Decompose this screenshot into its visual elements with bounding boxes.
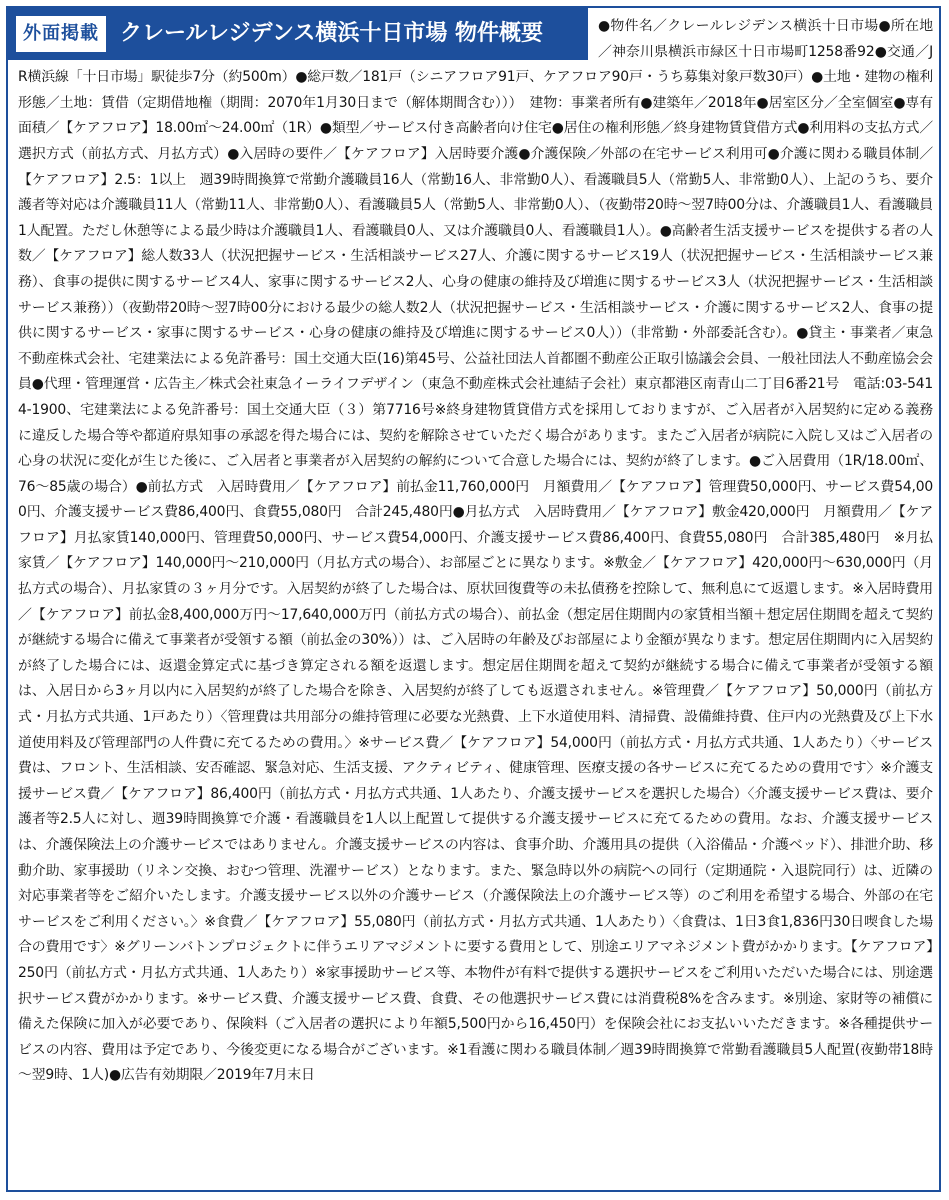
title-banner — [8, 8, 588, 60]
property-summary-panel — [6, 6, 941, 1192]
listing-badge: 外面掲載 — [16, 16, 106, 52]
page-title: クレールレジデンス横浜十日市場 物件概要 — [120, 21, 544, 46]
property-details-text: ●物件名／クレールレジデンス横浜十日市場●所在地／神奈川県横浜市緑区十日市場町1258番92●交通／JR横浜線「十日市場」駅徒歩7分（約500m）●総戸数／181戸（シニアフロア91戸、ケアフロア90戸・うち募集対象戸数30戸）●土地・建物の権利形態／土地：賃借（定期借地権（期間：2070年1月30日まで（解体期間含む））） 建物：事業者所有●建築年／2018年●居室区分／全室個室●専有面積／【ケアフロア】18.00㎡～24.00㎡（1R）●類型／サービス付き高齢者向け住宅●居住の権利形態／終身建物賃貸借方式●利用料の支払方式／選択方式（前払方式、月払方式）●入居時の要件／【ケアフロア】入居時要介護●介護保険／外部の在宅サービス利用可●介護に関わる職員体制／【ケアフロア】2.5：1以上 週39時間換算で常勤介護職員16人（常勤16人、非常勤0人）、看護職員5人（常勤5人、非常勤0人）、上記のうち、要介護者等対応は介護職員11人（常勤11人、非常勤0人）、看護職員5人（常勤5人、非常勤0人）、（夜勤帯20時～翌7時00分は、介護職員1人、看護職員1人配置。ただし休憩等による最少時は介護職員1人、看護職員0人、又は介護職員0人、看護職員1人）。●高齢者生活支援サービスを提供する者の人数／【ケアフロア】総人数33人（状況把握サービス・生活相談サービス27人、介護に関するサービス19人（状況把握サービス・生活相談サービス兼務）、食事の提供に関するサービス4人、家事に関するサービス2人、心身の健康の維持及び増進に関するサービス3人（状況把握サービス・生活相談サービス兼務））（夜勤帯20時～翌7時00分における最少の総人数2人（状況把握サービス・生活相談サービス・介護に関するサービス2人、食事の提供に関するサービス・家事に関するサービス・心身の健康の維持及び増進に関するサービス0人））（非常勤・外部委託含む）。●貸主・事業者／東急不動産株式会社、宅建業法による免許番号：国土交通大臣(16)第45号、公益社団法人首都圏不動産公正取引協議会会員、一般社団法人不動産協会会員●代理・管理運営・広告主／株式会社東急イーライフデザイン（東急不動産株式会社連結子会社）東京都港区南青山二丁目6番21号 電話:03-5414-1900、宅建業法による免許番号：国土交通大臣（３）第7716号※終身建物賃貸借方式を採用しておりますが、ご入居者が入居契約に定める義務に違反した場合等や都道府県知事の承認を得た場合には、契約を解除させていただく場合があります。またご入居者が病院に入院し又はご入居者の心身の状況に変化が生じた後に、ご入居者と事業者が入居契約の解約について合意した場合には、契約が終了します。●ご入居費用（1R/18.00㎡、76～85歳の場合）●前払方式 入居時費用／【ケアフロア】前払金11,760,000円 月額費用／【ケアフロア】管理費50,000円、サービス費54,000円、介護支援サービス費86,400円、食費55,080円 合計245,480円●月払方式 入居時費用／【ケアフロア】敷金420,000円 月額費用／【ケアフロア】月払家賃140,000円、管理費50,000円、サービス費54,000円、介護支援サービス費86,400円、食費55,080円 合計385,480円 ※月払家賃／【ケアフロア】140,000円～210,000円（月払方式の場合）、お部屋ごとに異なります。※敷金／【ケアフロア】420,000円～630,000円（月払方式の場合）、月払家賃の３ヶ月分です。入居契約が終了した場合は、原状回復費等の未払債務を控除して、無利息にて返還します。※入居時費用／【ケアフロア】前払金8,400,000万円～17,640,000万円（前払方式の場合）、前払金（想定居住期間内の家賃相当額＋想定居住期間を超えて契約が継続する場合に備えて事業者が受領する額（前払金の30%））は、ご入居時の年齢及びお部屋により金額が異なります。想定居住期間内に入居契約が終了した場合には、返還金算定式に基づき算定される額を返還します。想定居住期間を超えて契約が継続する場合に備えて事業者が受領する額は、入居日から3ヶ月以内に入居契約が終了した場合を除き、入居契約が終了しても返還されません。※管理費／【ケアフロア】50,000円（前払方式・月払方式共通、1戸あたり）〈管理費は共用部分の維持管理に必要な光熱費、上下水道使用料、清掃費、設備維持費、住戸内の光熱費及び上下水道使用料及び管理部門の人件費に充てるための費用。〉※サービス費／【ケアフロア】54,000円（前払方式・月払方式共通、1人あたり）〈サービス費は、フロント、生活相談、安否確認、緊急対応、生活支援、アクティビティ、健康管理、医療支援の各サービスに充てるための費用です〉※介護支援サービス費／【ケアフロア】86,400円（前払方式・月払方式共通、1人あたり、介護支援サービスを選択した場合）〈介護支援サービス費は、要介護者等2.5人に対し、週39時間換算で介護・看護職員を1人以上配置して提供する介護支援サービスに充てるための費用。なお、介護支援サービスは、介護保険法上の介護サービスではありません。介護支援サービスの内容は、食事介助、介護用具の提供（入浴備品・介護ベッド）、排泄介助、移動介助、家事援助（リネン交換、おむつ管理、洗濯サービス）となります。また、緊急時以外の病院への同行（定期通院・入退院同行）は、近隣の対応事業者等をご紹介いたします。介護支援サービス以外の介護サービス（介護保険法上の介護サービス等）のご利用を希望する場合、外部の在宅サービスをご利用ください。〉※食費／【ケアフロア】55,080円（前払方式・月払方式共通、1人あたり）〈食費は、1日3食1,836円30日喫食した場合の費用です〉※グリーンバトンプロジェクトに伴うエリアマジメントに要する費用として、別途エリアマネジメント費がかかります。【ケアフロア】250円（前払方式・月払方式共通、1人あたり）※家事援助サービス等、本物件が有料で提供する選択サービスをご利用いただいた場合には、別途選択サービス費がかかります。※サービス費、介護支援サービス費、食費、その他選択サービス費には消費税8%を含みます。※別途、家財等の補償に備えた保険に加入が必要であり、保険料（ご入居者の選択により年額5,500円から16,450円）を保険会社にお支払いいただきます。※各種提供サービスの内容、費用は予定であり、今後変更になる場合がございます。※1看護に関わる職員体制／週39時間換算で常勤看護職員5人配置(夜勤帯18時～翌9時、1人)●広告有効期限／2019年7月末日 — [18, 18, 933, 1084]
